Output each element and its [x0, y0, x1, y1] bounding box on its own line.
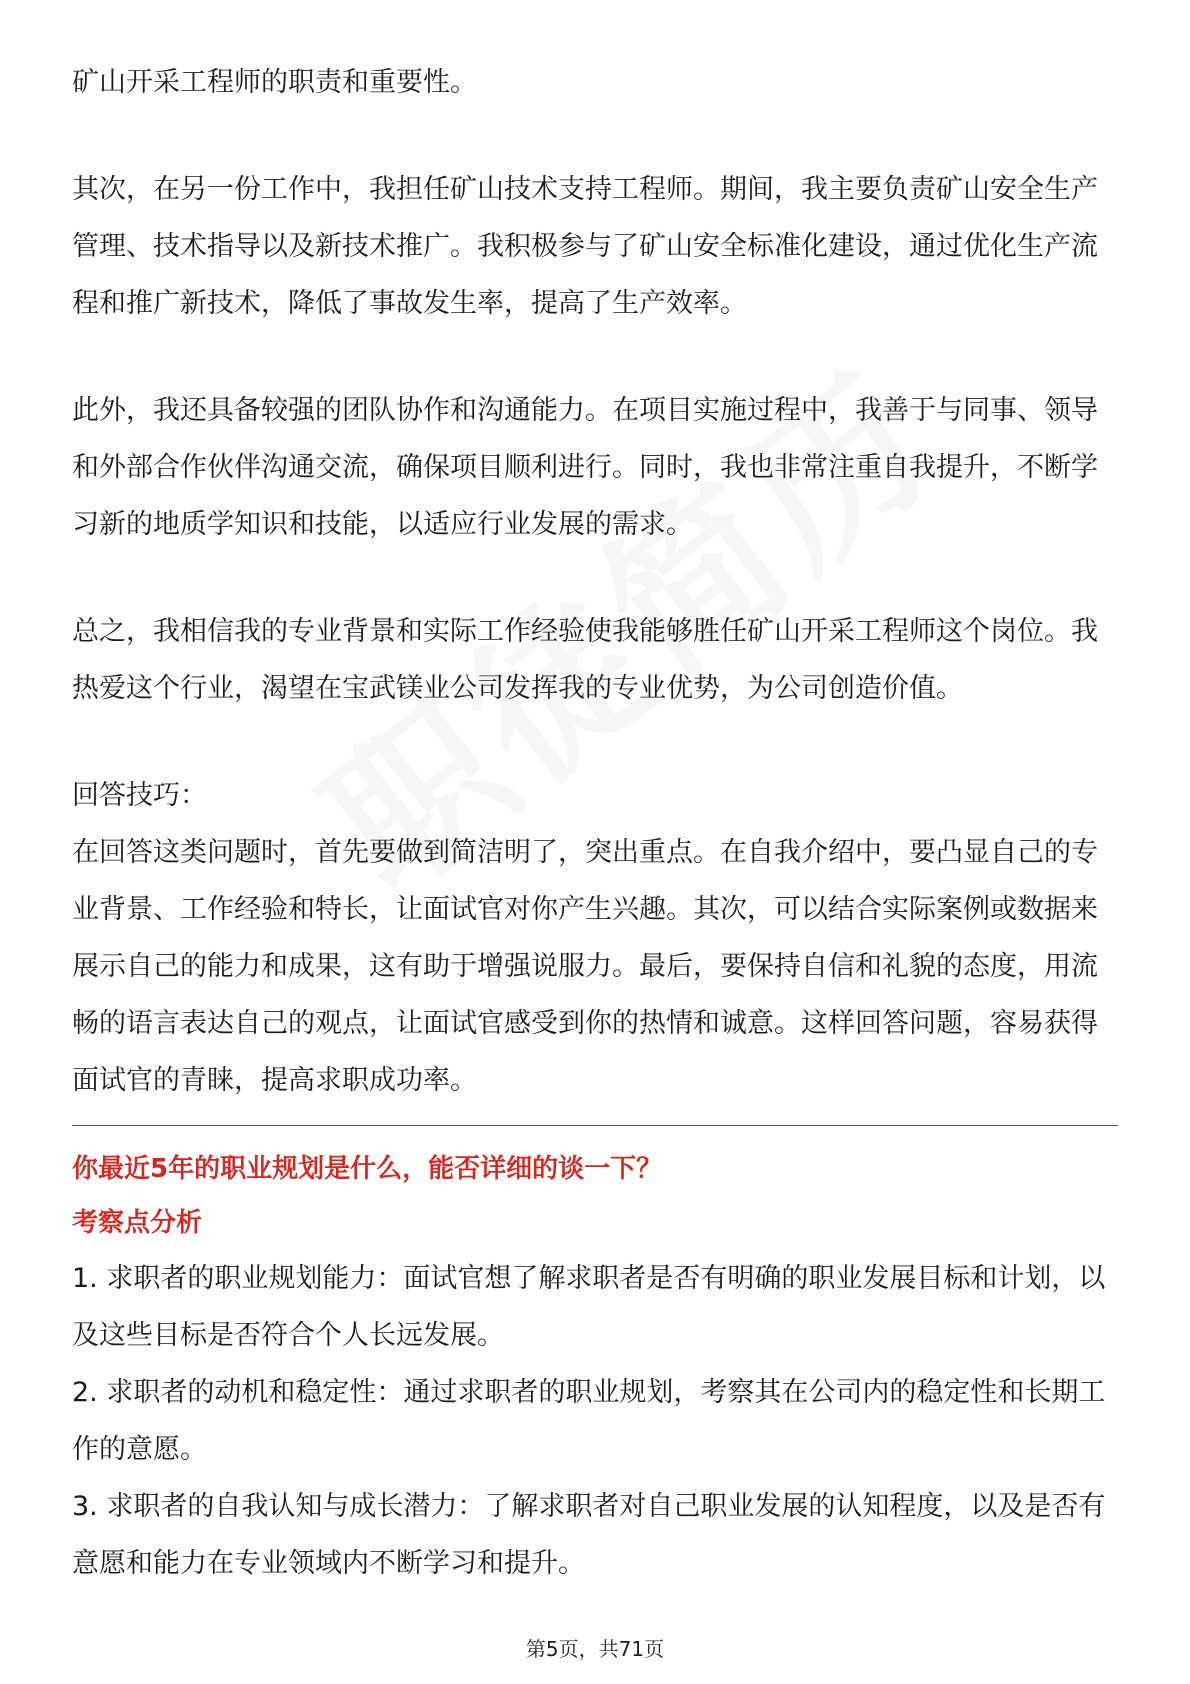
analysis-label: 考察点分析 — [72, 1208, 203, 1238]
analysis-point-1: 1. 求职者的职业规划能力：面试官想了解求职者是否有明确的职业发展目标和计划，以及这些目标是否符合个人长远发展。 — [72, 1263, 1106, 1351]
paragraph-4: 总之，我相信我的专业背景和实际工作经验使我能够胜任矿山开采工程师这个岗位。我热爱这个行业，渴望在宝武镁业公司发挥我的专业优势，为公司创造价值。 — [72, 616, 1098, 704]
question-title: 你最近5年的职业规划是什么，能否详细的谈一下？ — [72, 1154, 663, 1184]
paragraph-3: 此外，我还具备较强的团队协作和沟通能力。在项目实施过程中，我善于与同事、领导和外部合作伙伴沟通交流，确保项目顺利进行。同时，我也非常注重自我提升，不断学习新的地质学知识和技能，以适应行业发展的需求。 — [72, 395, 1098, 540]
analysis-point-3: 3. 求职者的自我认知与成长潜力：了解求职者对自己职业发展的认知程度，以及是否有意愿和能力在专业领域内不断学习和提升。 — [72, 1491, 1106, 1579]
paragraph-2: 其次，在另一份工作中，我担任矿山技术支持工程师。期间，我主要负责矿山安全生产管理、技术指导以及新技术推广。我积极参与了矿山安全标准化建设，通过优化生产流程和推广新技术，降低了事故发生率，提高了生产效率。 — [72, 174, 1098, 319]
analysis-point-2: 2. 求职者的动机和稳定性：通过求职者的职业规划，考察其在公司内的稳定性和长期工作的意愿。 — [72, 1377, 1106, 1465]
tips-label: 回答技巧： — [72, 780, 207, 811]
tips-paragraph: 在回答这类问题时，首先要做到简洁明了，突出重点。在自我介绍中，要凸显自己的专业背景、工作经验和特长，让面试官对你产生兴趣。其次，可以结合实际案例或数据来展示自己的能力和成果，这有助于增强说服力。最后，要保持自信和礼貌的态度，用流畅的语言表达自己的观点，让面试官感受到你的热情和诚意。这样回答问题，容易获得面试官的青睐，提高求职成功率。 — [72, 837, 1098, 1096]
paragraph-1: 矿山开采工程师的职责和重要性。 — [72, 67, 477, 98]
section-divider — [72, 1125, 1118, 1126]
page-number: 第5页，共71页 — [525, 1637, 665, 1661]
content — [72, 54, 1118, 1592]
